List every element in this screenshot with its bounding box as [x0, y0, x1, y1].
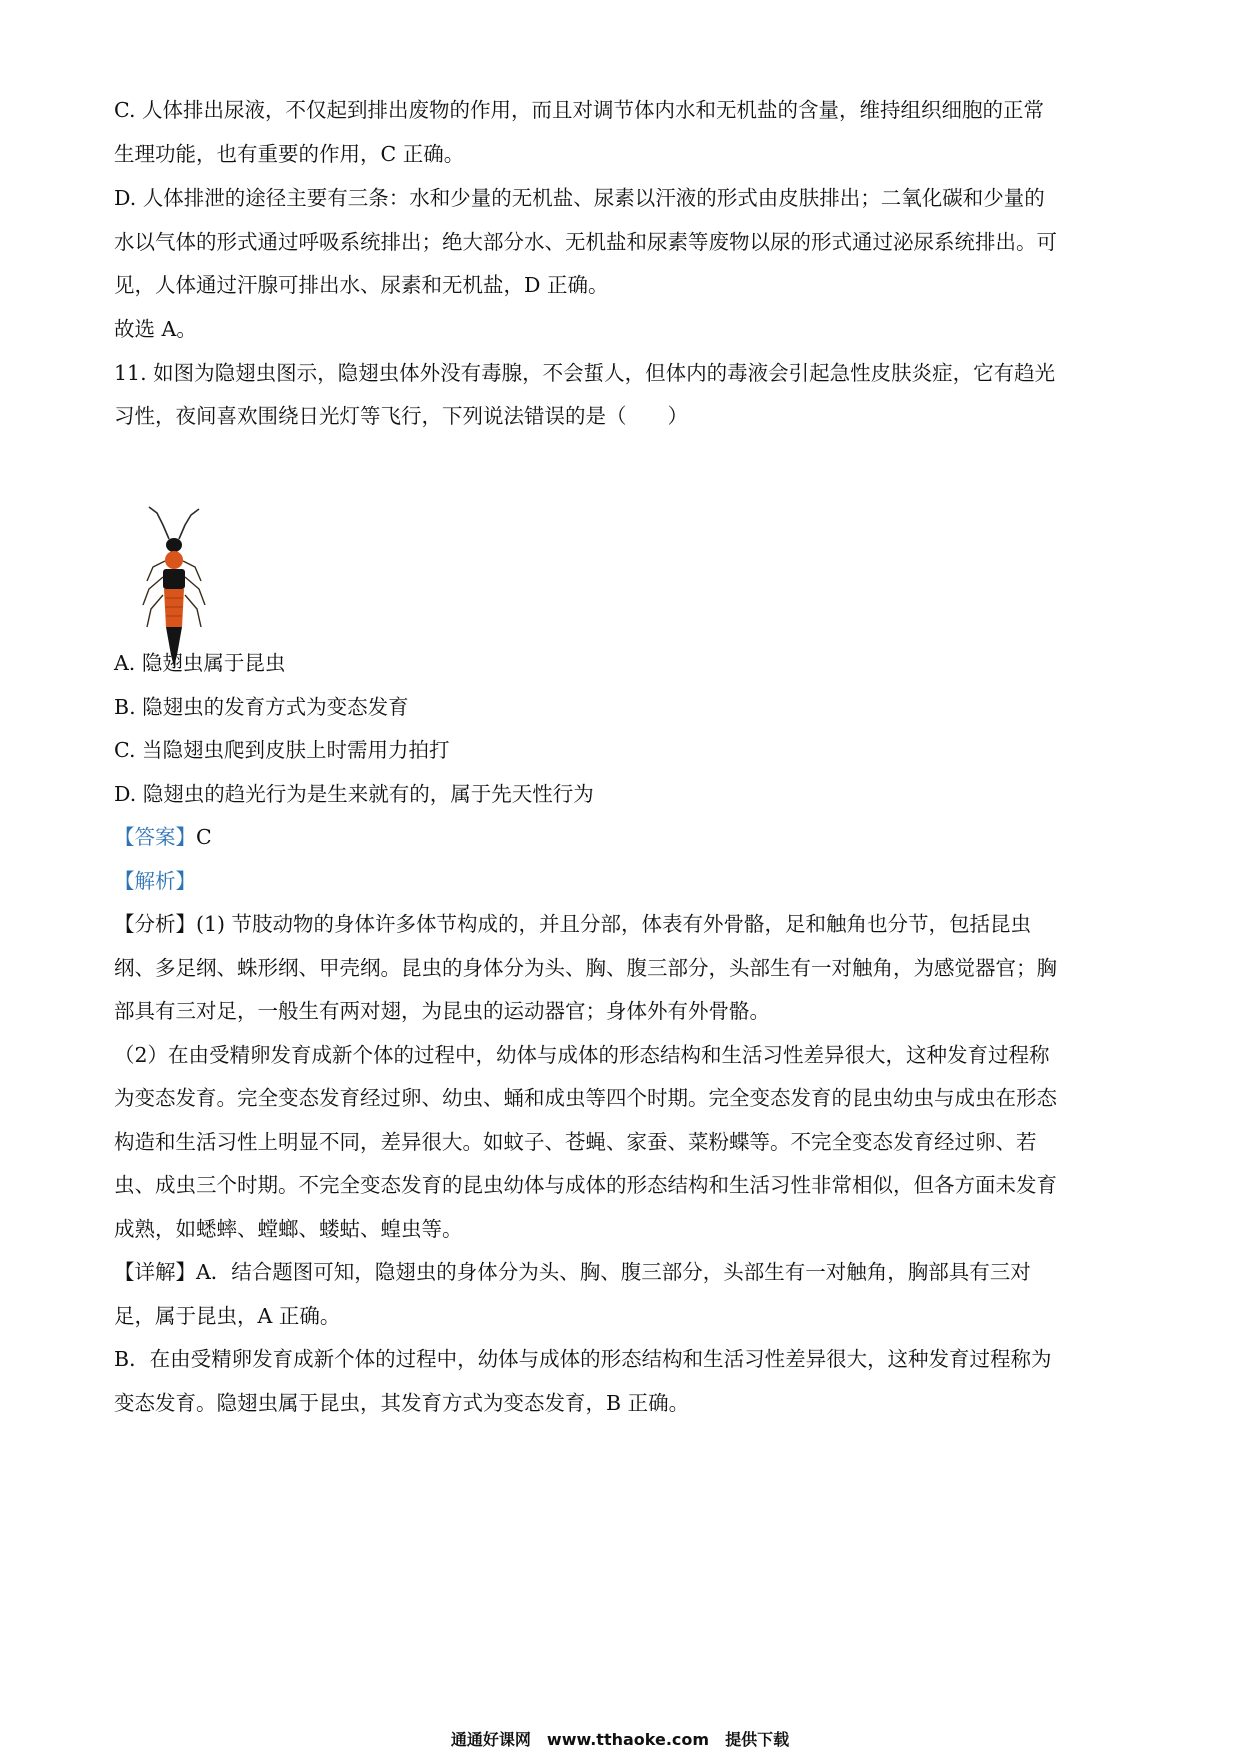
answer-label: 【答案】	[114, 825, 196, 849]
question-line: 11. 如图为隐翅虫图示，隐翅虫体外没有毒腺，不会蜇人，但体内的毒液会引起急性皮肤炎症，它有趋光	[114, 361, 1056, 385]
analysis-line: 纲、多足纲、蛛形纲、甲壳纲。昆虫的身体分为头、胸、腹三部分，头部生有一对触角，为感觉器官；胸	[114, 956, 1057, 980]
text-line: D. 人体排泄的途径主要有三条：水和少量的无机盐、尿素以汗液的形式由皮肤排出；二氧化碳和少量的	[114, 186, 1045, 210]
analysis-line: 虫、成虫三个时期。不完全变态发育的昆虫幼体与成体的形态结构和生活习性非常相似，但各方面未发育	[114, 1173, 1057, 1197]
analysis-line: 成熟，如蟋蟀、螳螂、蝼蛄、蝗虫等。	[114, 1217, 463, 1241]
option-c: C. 当隐翅虫爬到皮肤上时需用力拍打	[114, 738, 450, 762]
answer-line	[114, 824, 1134, 850]
question-line: 习性，夜间喜欢围绕日光灯等飞行，下列说法错误的是（ ）	[114, 404, 688, 428]
analysis-line: （2）在由受精卵发育成新个体的过程中，幼体与成体的形态结构和生活习性差异很大，这种发育过程称	[114, 1043, 1050, 1067]
footer-source: 通通好课网 www.tthaoke.com 提供下载	[450, 1730, 790, 1749]
analysis-line: 【分析】(1) 节肢动物的身体许多体节构成的，并且分部，体表有外骨骼，足和触角也分节，包括昆虫	[114, 912, 1032, 936]
detail-line: 足，属于昆虫，A 正确。	[114, 1304, 341, 1328]
text-line: 生理功能，也有重要的作用，C 正确。	[114, 142, 465, 166]
analysis-label: 【解析】	[114, 869, 196, 893]
option-d: D. 隐翅虫的趋光行为是生来就有的，属于先天性行为	[114, 782, 594, 806]
text-line: C. 人体排出尿液，不仅起到排出废物的作用，而且对调节体内水和无机盐的含量，维持组织细胞的正常	[114, 98, 1044, 122]
detail-line: 【详解】A．结合题图可知，隐翅虫的身体分为头、胸、腹三部分，头部生有一对触角，胸部具有三对	[114, 1260, 1031, 1284]
detail-line: 变态发育。隐翅虫属于昆虫，其发育方式为变态发育，B 正确。	[114, 1391, 690, 1415]
text-line: 见，人体通过汗腺可排出水、尿素和无机盐，D 正确。	[114, 273, 609, 297]
detail-line: B．在由受精卵发育成新个体的过程中，幼体与成体的形态结构和生活习性差异很大，这种发育过程称为	[114, 1347, 1052, 1371]
analysis-line: 构造和生活习性上明显不同，差异很大。如蚊子、苍蝇、家蚕、菜粉蝶等。不完全变态发育经过卵、若	[114, 1130, 1037, 1154]
analysis-line: 为变态发育。完全变态发育经过卵、幼虫、蛹和成虫等四个时期。完全变态发育的昆虫幼虫与成虫在形态	[114, 1086, 1057, 1110]
text-line: 水以气体的形式通过呼吸系统排出；绝大部分水、无机盐和尿素等废物以尿的形式通过泌尿系统排出。可	[114, 230, 1057, 254]
option-a: A. 隐翅虫属于昆虫	[114, 651, 286, 675]
analysis-line: 部具有三对足，一般生有两对翅，为昆虫的运动器官；身体外有外骨骼。	[114, 999, 770, 1023]
option-b: B. 隐翅虫的发育方式为变态发育	[114, 695, 409, 719]
answer-value: C	[196, 825, 212, 849]
text-line: 故选 A。	[114, 317, 197, 341]
